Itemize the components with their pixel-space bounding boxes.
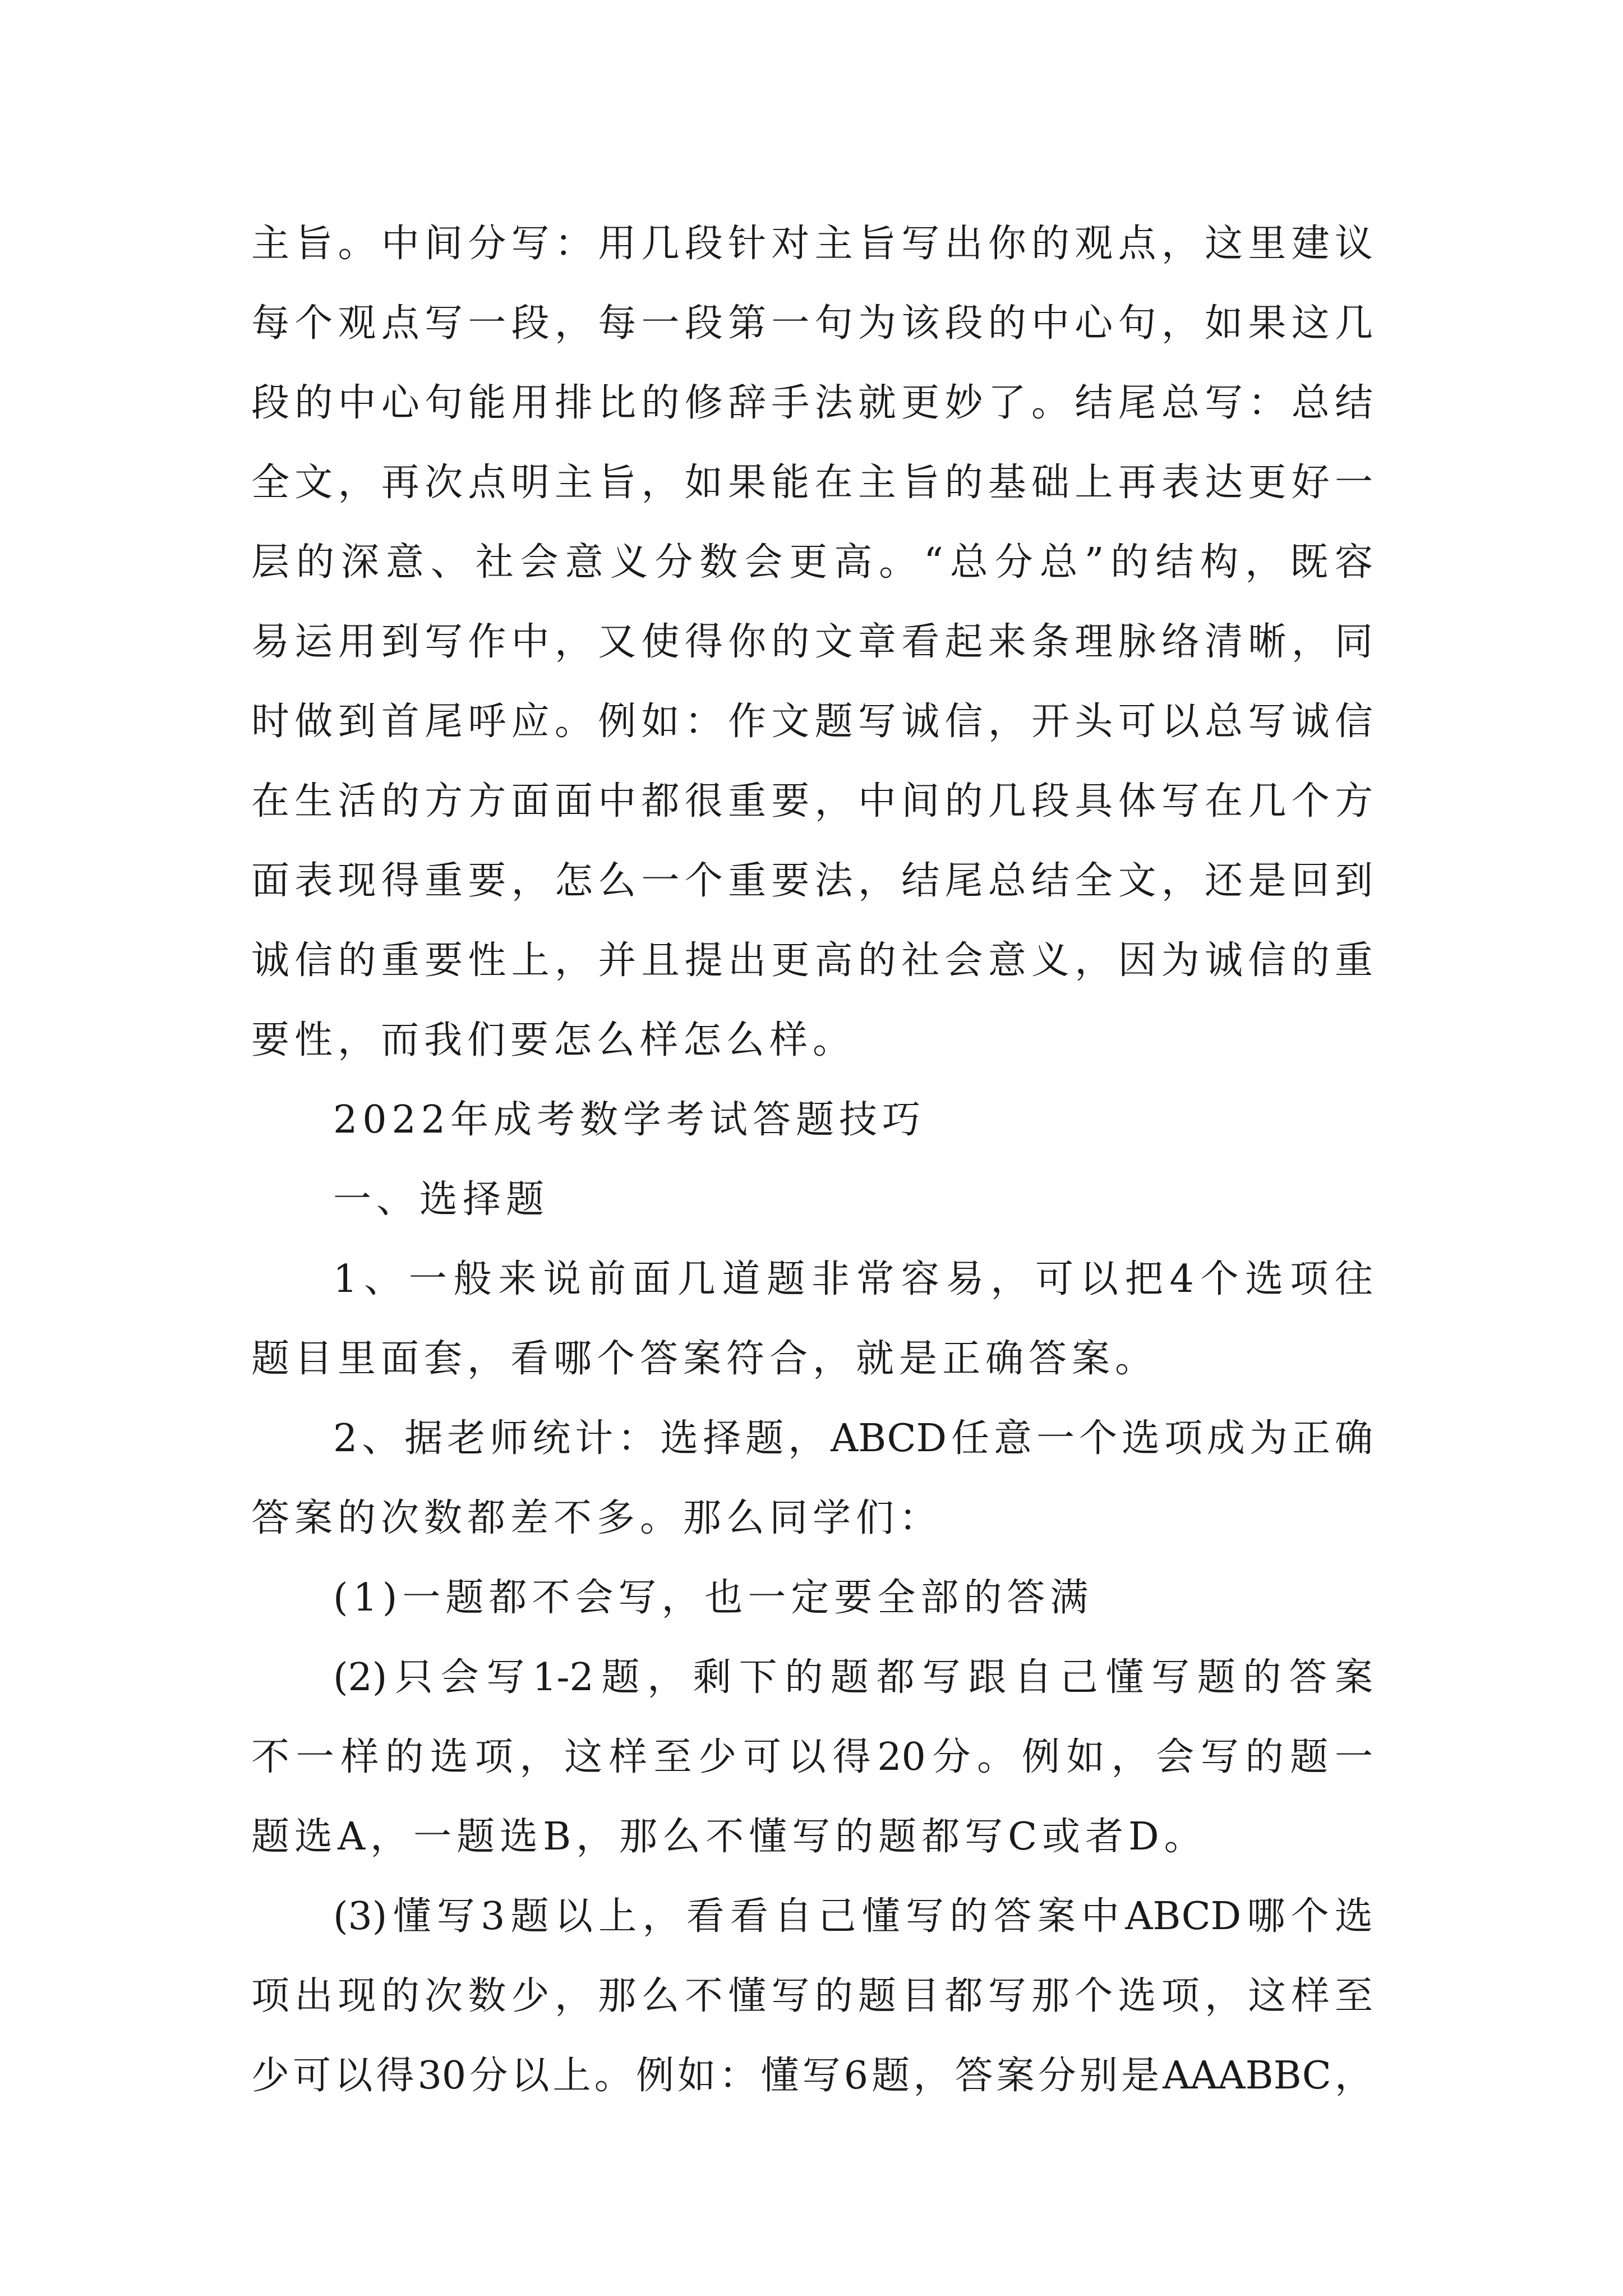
subsection-title: 一、选择题 [333, 1177, 550, 1222]
sub-item-line: 不一样的选项，这样至少可以得20分。例如，会写的题一 [251, 1735, 1373, 1779]
list-item-line: 1、一般来说前面几道题非常容易，可以把4个选项往 [333, 1257, 1373, 1301]
section-title: 2022年成考数学考试答题技巧 [333, 1098, 926, 1142]
paragraph-line: 时做到首尾呼应。例如：作文题写诚信，开头可以总写诚信 [251, 700, 1373, 744]
paragraph-line: 易运用到写作中，又使得你的文章看起来条理脉络清晰，同 [251, 620, 1373, 664]
sub-item-line: 少可以得30分以上。例如：懂写6题，答案分别是AAABBC， [251, 2054, 1373, 2098]
list-item-line: 答案的次数都差不多。那么同学们： [251, 1496, 943, 1540]
sub-item-line: (1)一题都不会写，也一定要全部的答满 [333, 1576, 1094, 1620]
paragraph-line: 层的深意、社会意义分数会更高。“总分总”的结构，既容 [251, 540, 1373, 585]
paragraph-line: 全文，再次点明主旨，如果能在主旨的基础上再表达更好一 [251, 461, 1373, 505]
paragraph-line: 要性，而我们要怎么样怎么样。 [251, 1018, 856, 1062]
sub-item-line: 项出现的次数少，那么不懂写的题目都写那个选项，这样至 [251, 1974, 1373, 2018]
paragraph-line: 主旨。中间分写：用几段针对主旨写出你的观点，这里建议 [251, 222, 1373, 266]
sub-item-line: (3)懂写3题以上，看看自己懂写的答案中ABCD哪个选 [333, 1894, 1373, 1939]
list-item-line: 题目里面套，看哪个答案符合，就是正确答案。 [251, 1337, 1159, 1381]
paragraph-line: 每个观点写一段，每一段第一句为该段的中心句，如果这几 [251, 301, 1373, 346]
paragraph-line: 在生活的方方面面中都很重要，中间的几段具体写在几个方 [251, 779, 1373, 823]
list-item-line: 2、据老师统计：选择题，ABCD任意一个选项成为正确 [333, 1416, 1373, 1461]
paragraph-line: 面表现得重要，怎么一个重要法，结尾总结全文，还是回到 [251, 859, 1373, 903]
paragraph-line: 诚信的重要性上，并且提出更高的社会意义，因为诚信的重 [251, 938, 1373, 983]
paragraph-line: 段的中心句能用排比的修辞手法就更妙了。结尾总写：总结 [251, 381, 1373, 425]
sub-item-line: (2)只会写1-2题，剩下的题都写跟自己懂写题的答案 [333, 1655, 1373, 1700]
sub-item-line: 题选A，一题选B，那么不懂写的题都写C或者D。 [251, 1815, 1207, 1859]
